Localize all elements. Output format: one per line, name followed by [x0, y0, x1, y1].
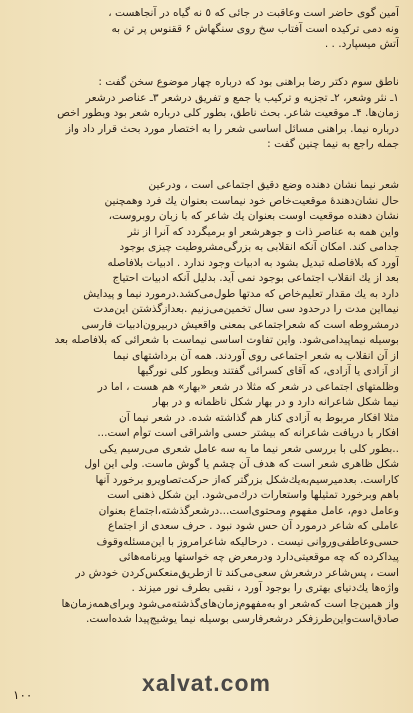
text-line: آتش میسپارد. . . [324, 38, 399, 50]
text-line: مثلا افکار مربوط به آزادی کنار هم گذاشته شده. در شعر نیما آن [119, 411, 399, 424]
intro-paragraph [14, 6, 399, 53]
text-line: ..بطور کلی با بررسی شعر نیما ما به سه عامل شعری می‌رسیم یکی [99, 442, 399, 455]
text-line: عاملی که شاعر درمورد آن حس شود نبود . حرف سعدی از اجتماع [108, 520, 399, 532]
text-line: صادق‌است‌واین‌طرز‌فکر درشعرفارسی بوسیله نیما یوشیج‌پیدا شده‌است. [86, 613, 399, 625]
text-line: زمان‌ها. ۴ـ موقعیت شاعر. بحث ناطق، بطور کلی درباره شعر بود وبطور اخص [57, 107, 399, 119]
text-line: درباره نیما. براهنی مسائل اساسی شعر را به اختصار مورد بحث قرار داد واز [65, 122, 399, 135]
text-line: کاراست. بعدمیرسیم‌به‌یك‌شکل بزرگتر که‌از حرکت‌تصاویرو برخورد آنها [95, 473, 399, 486]
text-line: ناطق سوم دکتر رضا براهنی بود که درباره چهار موضوع سخن گفت : [98, 76, 399, 88]
text-line: نشان دهنده موقعیت اوست بعنوان یك شاعر که با زبان روبروست، [108, 210, 399, 222]
text-line: آمین گوی حاضر است وعاقبت در جائی که ٥ نه گیاه در آنجاهست ، [108, 7, 399, 19]
text-line: ونه دمی ترکیده است آفتاب سخ روی سنگهاش ۶ ققنوس پر تن به [111, 22, 399, 35]
text-line: آورد که بلافاصله تبدیل‌ بشود به ادبیات وجود ندارد . ادبیات بلافاصله [107, 256, 399, 269]
text-line: نیمااین مدت را درحدود سی سال تخمین‌می‌زنیم .بعدازگذشتن این‌مدت [93, 303, 399, 315]
text-line: واژه‌ها یك‌دنیای بهتری را بوجود آورد ، نقبی ‌بطرف نور میزند . [131, 582, 399, 594]
text-line: شعر نیما نشان دهنده وضع دقیق اجتماعی است ، ودرعین [148, 179, 399, 191]
page-number: ۱۰۰ [13, 688, 33, 702]
text-line: نیما شکل شاعرانه دارد و در بهار شکل ناظمانه و در بهار [152, 396, 399, 408]
speech-paragraph [14, 75, 399, 153]
text-line: است ، پس‌شاعر درشعرش سعی‌می‌کند تا ازطریق‌منعکس‌کردن خودش در [75, 566, 399, 579]
text-line: جمله راجع به نیما چنین گفت : [267, 138, 399, 150]
text-line: وعامل دوم، عامل مفهوم ومحتوی‌است...درشعرگذشته،اجتماع بعنوان [98, 504, 399, 517]
text-line: واین همه به عناصر ذات و جوهرشعر او برمیگردد که آنرا از نثر [127, 225, 399, 238]
text-line: ۱ـ نثر وشعر، ۲ـ تجزیه و ترکیب یا جمع و تفریق درشعر ۳ـ عناصر درشعر [85, 91, 399, 104]
text-line: از آزادی یا آزادی، که آقای کسرائی گفتند وبطور کلی نورگیها [137, 365, 399, 377]
text-line: افکار با دریافت شاعرانه که بیشتر حسی واشراقی است توأم است... [97, 427, 399, 439]
site-watermark: xalvat.com [142, 670, 271, 696]
text-line: شکل ظاهری شعر است که هدف آن چشم یا گوش ماست. ولی این اول [84, 458, 399, 470]
text-line: دارد به یك مقدار تعلیم‌خاص که مدتها طول‌می‌کشد.درمورد نیما و پیدایش [83, 287, 399, 300]
text-line: جدامی کند. امکان آنکه انقلابی به بزرگی‌مشروطیت چیزی بوجود [119, 241, 399, 253]
text-line: پیداکرده که چه موقعیتی‌دارد ودرمعرض چه خواستها ویرنامه‌هائی [118, 551, 399, 563]
text-line: از آن انقلاب به شعر اجتماعی روی آوردند. همه آن برداشتهای نیما [113, 349, 399, 362]
text-line: باهم وبرخورد تمثیلها واستعارات درك‌می‌شود. این شکل ذهنی است [107, 489, 399, 501]
text-line: حال نشان‌دهندهٔ موقعیت‌خاص خود نیماست بعنوان یك فرد وهمچنین [104, 194, 399, 207]
text-line: بوسیله نیماپیدامی‌شود. واین تفاوت اساسی نیماست با شعرائی که بلافاصله بعد [54, 334, 399, 346]
text-line: درمشروطه است که شعراجتماعی بمعنی واقعیش دربیرون‌ادبیات فارسی [81, 318, 399, 331]
text-line: حسی‌وعاطفی‌وروانی نیست . درحالیکه شاعرامروز‌ با این‌مسئله‌وقوف [96, 535, 399, 548]
text-line: بعد از یك انقلاب اجتماعی بوجود نمی آید. بدلیل آنکه ادبیات احتیاج [112, 272, 399, 284]
quoted-speech-body [14, 178, 399, 628]
text-line: واز همین‌جا است که‌شعر او به‌مفهوم‌زمان‌های‌گذشته‌می‌شود وبرای‌همه‌زمان‌ها [61, 597, 399, 610]
text-line: وظلمتهای اجتماعی در شعر که مثلا در شعر «بهار» هم هست ، اما در [97, 380, 399, 393]
